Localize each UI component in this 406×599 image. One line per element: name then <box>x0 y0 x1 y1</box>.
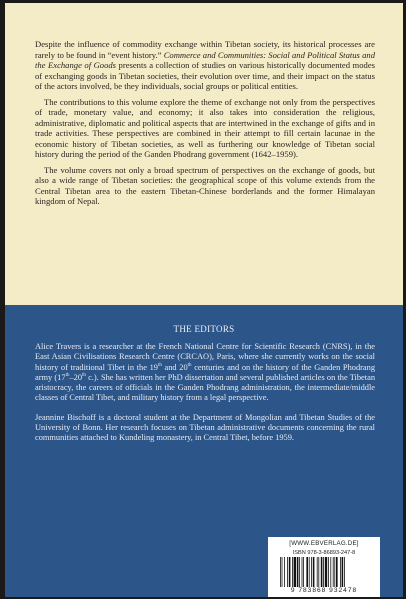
barcode-bar <box>287 557 288 587</box>
barcode-bar <box>313 557 315 587</box>
editors-heading: THE EDITORS <box>173 324 235 334</box>
blurb-text <box>35 39 375 212</box>
barcode-digits: 9 783868 932478 <box>290 587 358 594</box>
blurb-p1-text-a: Despite the influence of commodity exchange within Tibetan society, its historical processes are rarely to be found in “event history.” <box>35 39 375 60</box>
travers-bio-c: centuries and on the history of the Ganden Phodrang army (17 <box>35 362 376 382</box>
barcode-bar <box>334 557 335 587</box>
blurb-paragraph-2: The contributions to this volume explore the theme of exchange not only from the perspectives of trade, monetary value, and economy; it also takes into consideration the religious, administrative, diplomatic and political aspects that are intertwined in the exchange of gifts and in trade activities. These perspectives are combined in their attempt to fill certain lacunae in the economic history of Tibetan societies, as well as furthering our knowledge of Tibetan social history during the period of the Ganden Phodrang government (1642–1959). <box>35 96 375 159</box>
sup-th: th <box>65 373 70 379</box>
barcode-bar <box>333 557 334 587</box>
book-title: Commerce and Communities: Social and Political Status and the Exchange of Goods <box>35 49 375 70</box>
travers-bio-a: Alice Travers is a researcher at the French National Centre for Scientific Research (CNRS), in the East Asian Civilisations Research Centre (CRCAO), Paris, where she currently works on the social history of traditional Tibet in the 19 <box>35 342 375 372</box>
barcode-bar <box>342 557 344 587</box>
upper-cream-panel <box>5 3 403 305</box>
barcode-bar <box>318 557 319 587</box>
bischoff-bio: Jeannine Bischoff is a doctoral student at the Department of Mongolian and Tibetan Studies of the University of Bonn. Her research focuses on Tibetan administrative documents concerning the rural communities attached to Kundeling monastery, in Central Tibet, before 1959. <box>35 412 375 443</box>
barcode-icon <box>278 557 370 587</box>
travers-bio-b: and 20 <box>161 362 188 372</box>
barcode-bar <box>303 557 304 587</box>
travers-bio <box>35 342 375 404</box>
barcode-bar <box>282 557 283 587</box>
sup-th: th <box>187 362 192 368</box>
book-back-cover <box>5 3 403 597</box>
barcode-bar <box>302 557 303 587</box>
isbn-number: ISBN 978-3-86893-247-8 <box>292 550 356 556</box>
barcode-bar <box>328 557 329 587</box>
travers-bio-e: c.). She has written her PhD dissertation and several published articles on the Tibetan aristocracy, the careers of officials in the Ganden Phodrang administration, the intermediate/middle classes of Central Tibet, and military history from a legal perspective. <box>35 372 376 403</box>
barcode-bar <box>309 557 310 587</box>
blurb-p1-text-b: presents a collection of studies on various historically documented modes of exchanging goods in Tibetan societies, their evolution over time, and their impact on the status of the actors involved, be they individuals, social groups or political entities. <box>35 60 375 91</box>
barcode-bar <box>306 557 308 587</box>
blurb-paragraph-1 <box>35 39 375 92</box>
isbn-barcode-box <box>268 537 380 597</box>
barcode-bar <box>317 557 318 587</box>
barcode-bar <box>340 557 341 587</box>
barcode-bar <box>321 557 323 587</box>
publisher-url: [WWW.EBVERLAG.DE] <box>289 540 359 547</box>
barcode-bar <box>325 557 327 587</box>
editors-bios <box>35 342 375 453</box>
barcode-bar <box>284 557 285 587</box>
barcode-bar <box>289 557 291 587</box>
barcode-bar <box>299 557 300 587</box>
barcode-bar <box>292 557 293 587</box>
sup-th: th <box>157 362 162 368</box>
barcode-bar <box>330 557 331 587</box>
barcode-bar <box>323 557 324 587</box>
travers-bio-d: –20 <box>69 372 83 382</box>
barcode-bar <box>280 557 281 587</box>
barcode-bar <box>344 557 345 587</box>
barcode-bar <box>311 557 312 587</box>
barcode-bar <box>294 557 296 587</box>
blurb-paragraph-3: The volume covers not only a broad spectrum of perspectives on the exchange of goods, but also a wide range of Tibetan societies: the geographical scope of this volume extends from the Central Tibetan area to the eastern Tibetan-Chinese borderlands and the former Himalayan kingdom of Nepal. <box>35 164 375 206</box>
barcode-bar <box>336 557 338 587</box>
sup-th: th <box>82 373 86 379</box>
barcode-bar <box>297 557 299 587</box>
